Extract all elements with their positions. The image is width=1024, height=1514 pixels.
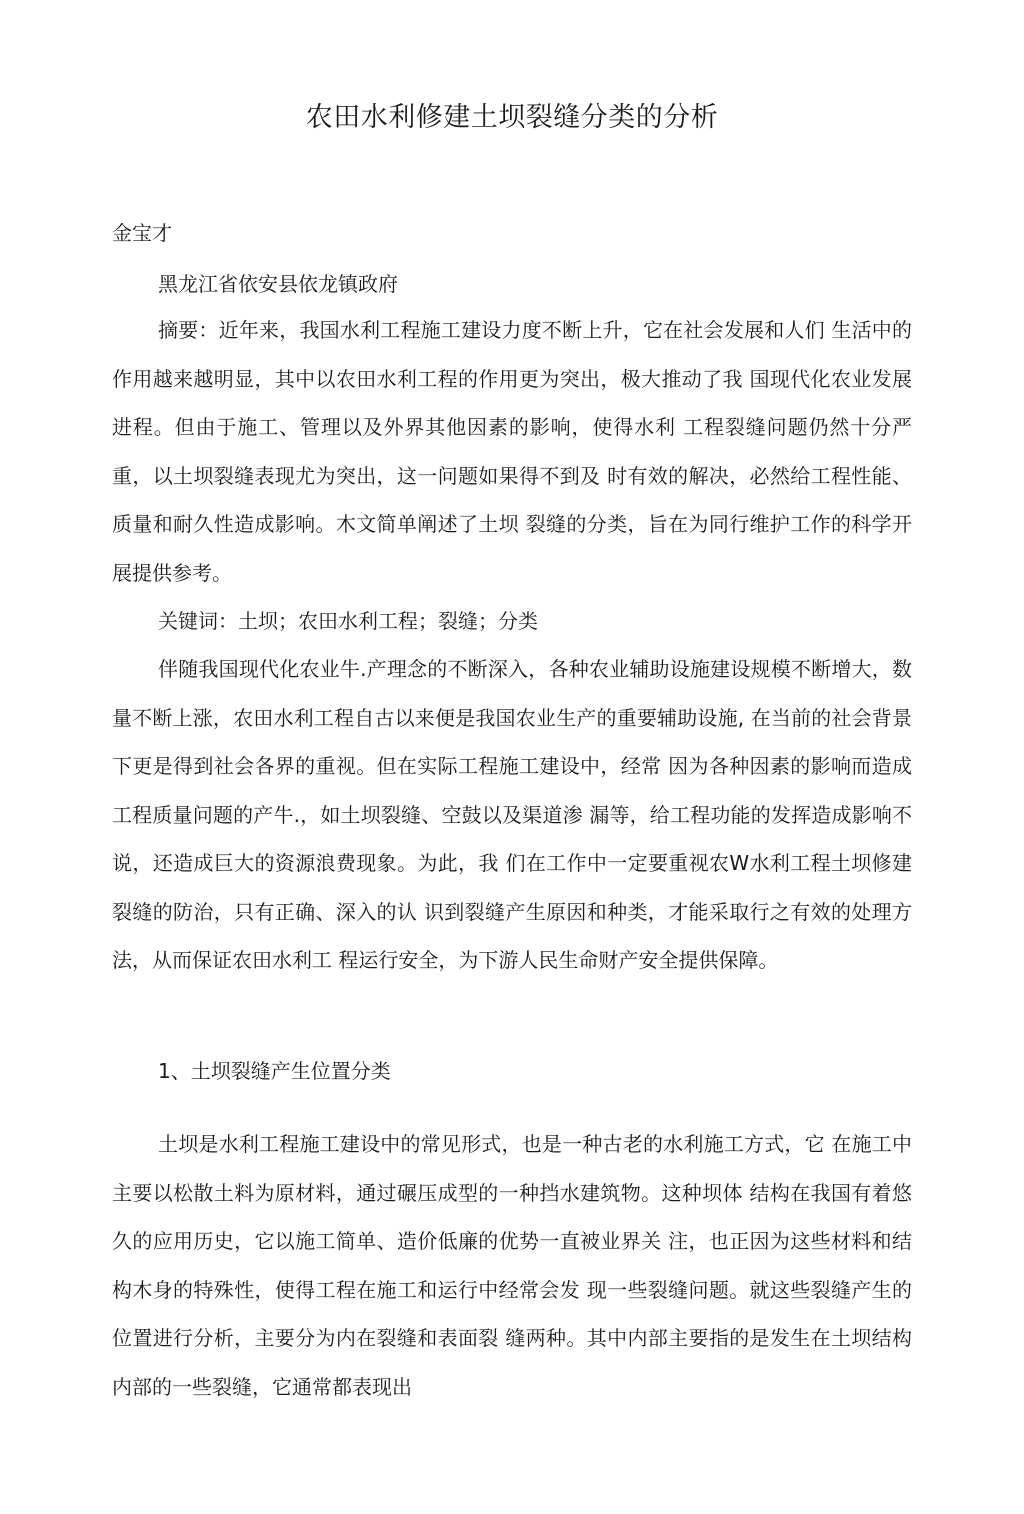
- keywords-line: 关键词：土坝；农田水利工程；裂缝；分类: [158, 609, 538, 633]
- document-title: 农田水利修建土坝裂缝分类的分析: [305, 102, 719, 133]
- author-affiliation: 黑龙江省依安县依龙镇政府: [158, 272, 398, 296]
- intro-paragraph: 伴随我国现代化农业牛.产理念的不断深入，各种农业辅助设施建设规模不断增大，数量不断上涨，农田水利工程自古以来便是我国农业生产的重要辅助设施, 在当前的社会背景下更是得到社会各界的重视。但在实际工程施工建设中，经常 因为各种因素的影响而造成工程质量问题的产牛.，如土坝裂缝、空鼓以及渠道渗 漏等，给工程功能的发挥造成影响不说，还造成巨大的资源浪费现象。为此，我 们在工作中一定要重视农W水利工程土坝修建裂缝的防治，只有正确、深入的认 识到裂缝产生原因和种类，才能采取行之有效的处理方法，从而保证农田水利工 程运行安全，为下游人民生命财产安全提供保障。: [112, 657, 912, 972]
- abstract-paragraph: 摘要：近年来，我国水利工程施工建设力度不断上升，它在社会发展和人们 生活中的作用越来越明显，其中以农田水利工程的作用更为突出，极大推动了我 国现代化农业发展进程。但由于施工、管理以及外界其他因素的影响，使得水利 工程裂缝问题仍然十分严重，以土坝裂缝表现尤为突出，这一问题如果得不到及 时有效的解决，必然给工程性能、质量和耐久性造成影响。木文简单阐述了土坝 裂缝的分类，旨在为同行维护工作的科学开展提供参考。: [112, 318, 912, 585]
- section-heading: 1、土坝裂缝产生位置分类: [158, 1059, 391, 1083]
- author-name: 金宝才: [112, 221, 172, 245]
- body-paragraph: 土坝是水利工程施工建设中的常见形式，也是一种古老的水利施工方式，它 在施工中主要以松散土料为原材料，通过碾压成型的一种挡水建筑物。这种坝体 结构在我国有着悠久的应用历史，它以施工简单、造价低廉的优势一直被业界关 注，也正因为这些材料和结构木身的特殊性，使得工程在施工和运行中经常会发 现一些裂缝问题。就这些裂缝产生的位置进行分析，主要分为内在裂缝和表面裂 缝两种。其中内部主要指的是发生在土坝结构内部的一些裂缝，它通常都表现出: [112, 1132, 912, 1399]
